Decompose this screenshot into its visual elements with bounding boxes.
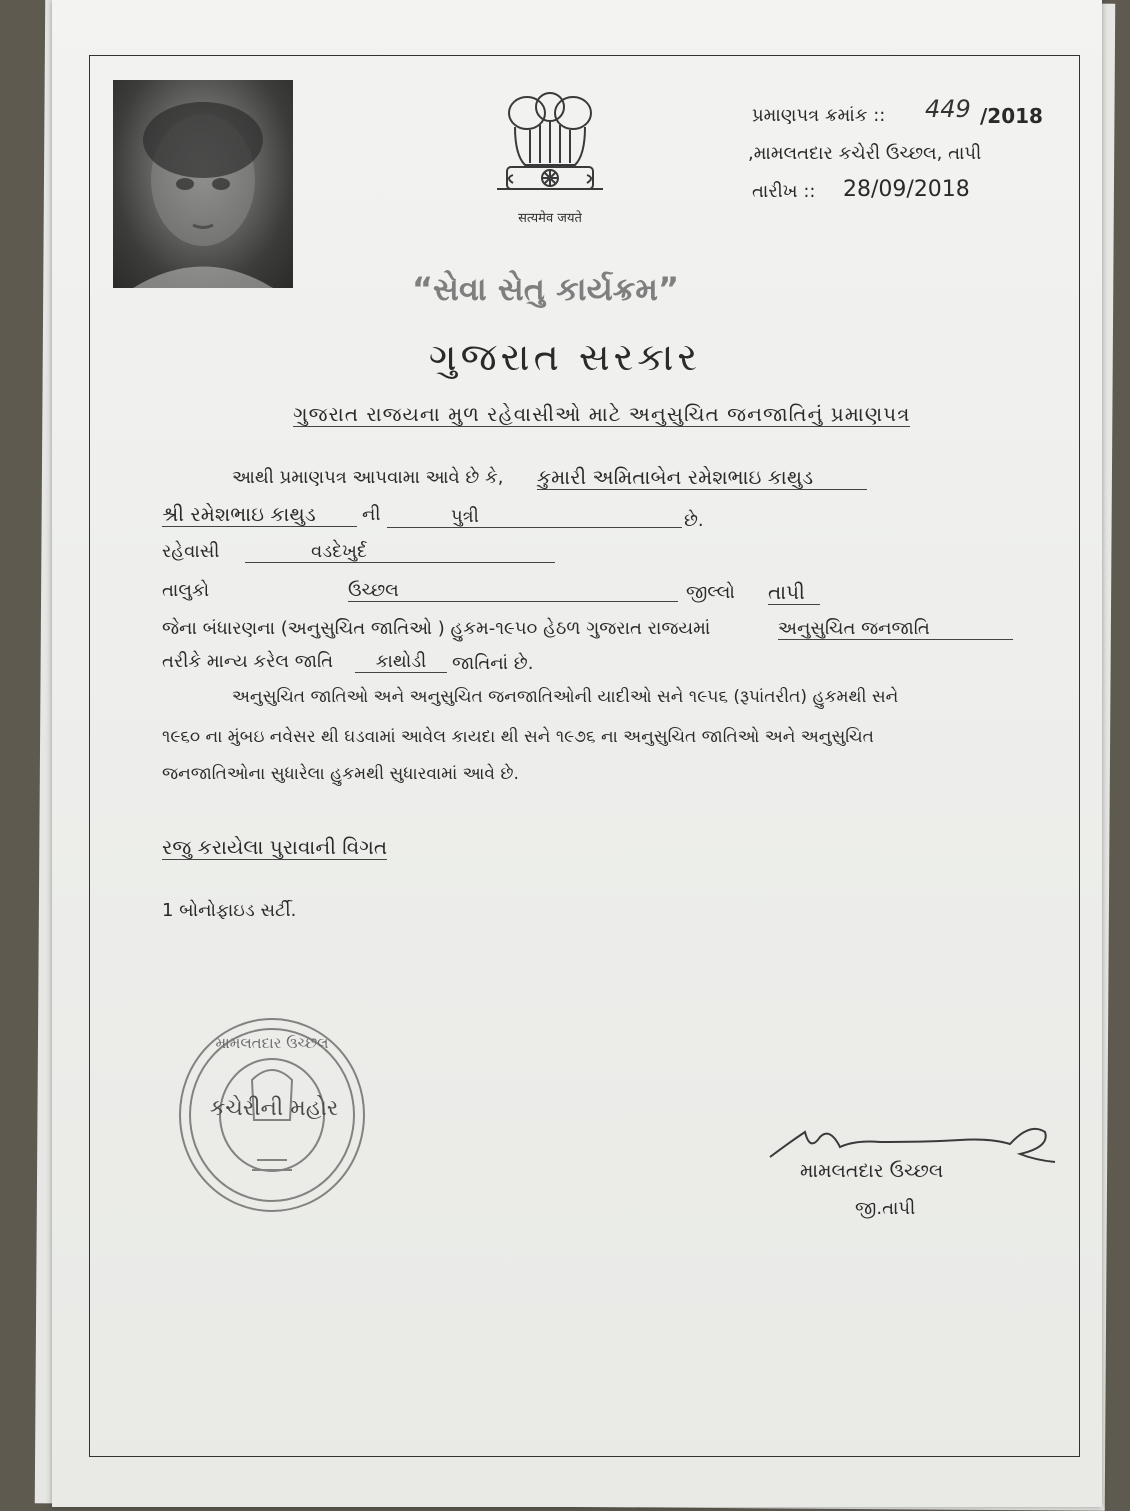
category: અનુસુચિત જનજાતિ — [778, 618, 1013, 640]
photo-portrait-icon — [113, 80, 293, 288]
date-label: તારીખ :: — [752, 181, 816, 202]
page-title: ગુજરાત સરકાર — [428, 335, 702, 379]
che-text: છે. — [684, 510, 704, 531]
subtitle: ગુજરાત રાજયના મુળ રહેવાસીઓ માટે અનુસુચિત જનજાતિનું પ્રમાણપત્ર — [293, 402, 911, 426]
issuing-office: ,મામલતદાર કચેરી ઉચ્છલ, તાપી — [748, 143, 982, 164]
para2-line2: ૧૯૬૦ ના મુંબઇ નવેસર થી ઘડવામાં આવેલ કાયદા થી સને ૧૯૭૬ ના અનુસુચિત જાતિઓ અને અનુસુચિત — [162, 727, 874, 747]
applicant-name: કુમારી અમિતાબેન રમેશભાઇ કાથુડ — [537, 465, 867, 490]
cert-number-year: /2018 — [980, 104, 1043, 128]
caste-value: કાથોડી — [355, 651, 447, 673]
order-text: જેના બંધારણના (અનુસુચિત જાતિઓ ) હુકમ-૧૯૫૦ હેઠળ ગુજરાત રાજયમાં — [162, 618, 711, 639]
caste-suffix: જાતિનાં છે. — [452, 653, 534, 674]
taluka-label: તાલુકો — [162, 580, 210, 601]
office-seal-icon — [172, 1010, 372, 1220]
ni-text: ની — [362, 504, 381, 525]
signatory-title: મામલતદાર ઉચ્છલ — [800, 1160, 944, 1182]
applicant-photo — [113, 80, 293, 288]
cert-number-label: પ્રમાણપત્ર ક્રમાંક :: — [752, 105, 886, 126]
program-stamp: “સેવા સેતુ કાર્યક્રમ” — [412, 270, 680, 308]
signatory-district: જી.તાપી — [855, 1198, 916, 1219]
district-label: જીલ્લો — [686, 582, 735, 603]
national-emblem-icon — [485, 85, 615, 230]
resident-label: રહેવાસી — [162, 541, 220, 562]
seal-ring-text: મામલતદાર ઉચ્છલ — [215, 1034, 329, 1052]
taluka-value: ઉચ્છલ — [348, 580, 678, 602]
evidence-item: 1 બોનોફાઇડ સર્ટી. — [162, 900, 297, 921]
district-value: તાપી — [768, 580, 820, 605]
recognized-label: તરીકે માન્ય કરેલ જાતિ — [162, 651, 334, 672]
date-value: 28/09/2018 — [843, 177, 970, 202]
para2-line3: જનજાતિઓના સુધારેલા હુકમથી સુધારવામાં આવે છે. — [162, 764, 519, 784]
seal-text: કચેરીની મહોર — [209, 1096, 339, 1121]
cert-number-value: 449 — [925, 95, 971, 123]
evidence-heading: રજુ કરાયેલા પુરાવાની વિગત — [162, 835, 388, 859]
emblem-motto: सत्यमेव जयते — [518, 211, 582, 226]
relation: પુત્રી — [387, 506, 682, 528]
intro-text: આથી પ્રમાણપત્ર આપવામા આવે છે કે, — [232, 467, 504, 488]
para2-line1: અનુસુચિત જાતિઓ અને અનુસુચિત જનજાતિઓની યાદીઓ સને ૧૯૫૬ (રૂપાંતરીત) હુકમથી સને — [232, 687, 899, 707]
father-name: શ્રી રમેશભાઇ કાથુડ — [162, 502, 357, 527]
resident-value: વડદેખુર્દ — [245, 541, 555, 563]
